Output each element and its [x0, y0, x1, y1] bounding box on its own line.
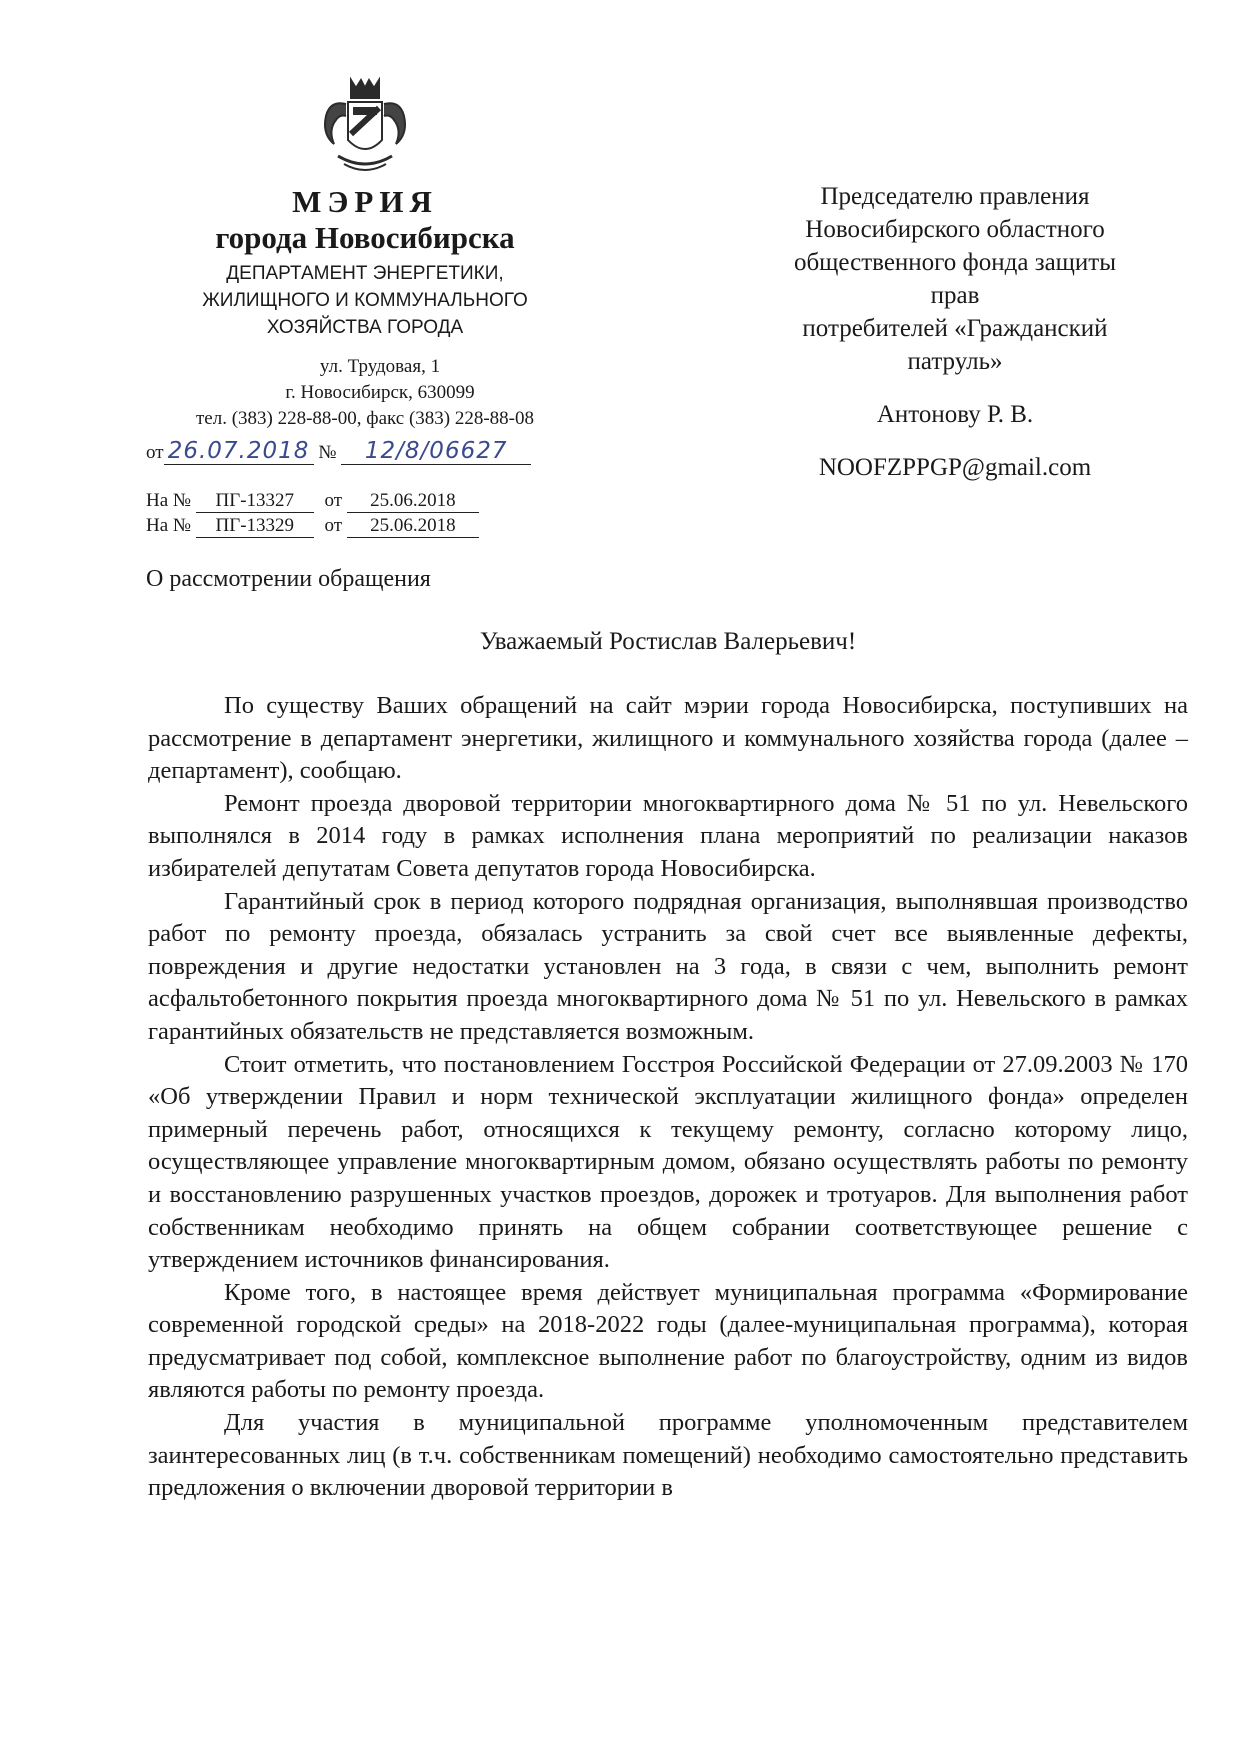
reference-row — [146, 515, 479, 538]
phone-fax: тел. (383) 228-88-00, факс (383) 228-88-08 — [195, 408, 535, 429]
city-coat-of-arms-icon — [318, 74, 412, 180]
recipient-line: общественного фонда защиты — [793, 249, 1117, 276]
number-label: № — [318, 442, 337, 463]
reference-number: ПГ-13327 — [196, 490, 314, 513]
recipient-line: патруль» — [907, 348, 1003, 375]
reference-number: ПГ-13329 — [196, 515, 314, 538]
body-paragraph: Стоит отметить, что постановлением Госстроя Российской Федерации от 27.09.2003 № 170 «Об утверждении Правил и норм технической эксплуатации жилищного фонда» определен примерный перечень работ, относящихся к текущему ремонту, согласно которому лицо, осуществляющее управление многоквартирным домом, обязано осуществлять работы по ремонту и восстановлению разрушенных участков проездов, дорожек и тротуаров. Для выполнения работ собственникам необходимо принять на общем собрании соответствующее решение с утверждением источников финансирования. — [148, 1050, 1188, 1274]
recipient-name: Антонову Р. В. — [876, 401, 1034, 428]
department-line: ХОЗЯЙСТВА ГОРОДА — [266, 317, 464, 338]
recipient-line: Председателю правления — [820, 183, 1090, 210]
outgoing-registration — [146, 438, 596, 465]
reference-date-label: от — [324, 490, 343, 511]
reference-date: 25.06.2018 — [347, 490, 479, 513]
address-city: г. Новосибирск, 630099 — [285, 382, 475, 403]
recipient-line: прав — [930, 282, 980, 309]
body-paragraph: Для участия в муниципальной программе уполномоченным представителем заинтересованных лиц (в т.ч. собственникам помещений) необходимо самостоятельно представить предложения о включении дворовой территории в — [148, 1409, 1188, 1502]
from-label: от — [146, 442, 164, 463]
department-line: ДЕПАРТАМЕНТ ЭНЕРГЕТИКИ, — [226, 263, 504, 284]
org-city: города Новосибирска — [215, 220, 515, 255]
salutation: Уважаемый Ростислав Валерьевич! — [479, 628, 857, 655]
outgoing-date: 26.07.2018 — [167, 438, 310, 464]
body-paragraph: Гарантийный срок в период которого подрядная организация, выполнявшая производство работ по ремонту проезда, обязалась устранить за свой счет все выявленные дефекты, повреждения и другие недостатки установлен на 3 года, в связи с чем, выполнить ремонт асфальтобетонного покрытия проезда многоквартирного дома № 51 по ул. Невельского в рамках гарантийных обязательств не представляется возможным. — [148, 887, 1188, 1045]
reference-label: На № — [146, 490, 192, 511]
body-paragraph: Ремонт проезда дворовой территории многоквартирного дома № 51 по ул. Невельского выполнялся в 2014 году в рамках исполнения плана мероприятий по реализации наказов избирателей депутатам Совета депутатов города Новосибирска. — [148, 789, 1188, 882]
body-paragraph: Кроме того, в настоящее время действует муниципальная программа «Формирование современной городской среды» на 2018-2022 годы (далее-муниципальная программа), которая предусматривает под собой, комплексное выполнение работ по благоустройству, одним из видов являются работы по ремонту проезда. — [148, 1278, 1188, 1404]
address-street: ул. Трудовая, 1 — [319, 356, 441, 377]
reference-date-label: от — [324, 515, 343, 536]
recipient-line: Новосибирского областного — [805, 216, 1105, 243]
reference-date: 25.06.2018 — [347, 515, 479, 538]
recipient-line: потребителей «Гражданский — [802, 315, 1108, 342]
letter-subject: О рассмотрении обращения — [146, 566, 431, 592]
reference-row — [146, 490, 479, 513]
recipient-block — [750, 180, 1160, 484]
reference-label: На № — [146, 515, 192, 536]
outgoing-number: 12/8/06627 — [364, 438, 508, 464]
letter-body — [148, 690, 1188, 1505]
department-line: ЖИЛИЩНОГО И КОММУНАЛЬНОГО — [202, 290, 528, 311]
org-name: МЭРИЯ — [292, 184, 438, 219]
body-paragraph: По существу Ваших обращений на сайт мэрии города Новосибирска, поступивших на рассмотрение в департамент энергетики, жилищного и коммунального хозяйства города (далее – департамент), сообщаю. — [148, 692, 1188, 785]
department-name — [150, 260, 580, 341]
recipient-email: NOOFZPPGP@gmail.com — [818, 454, 1092, 481]
